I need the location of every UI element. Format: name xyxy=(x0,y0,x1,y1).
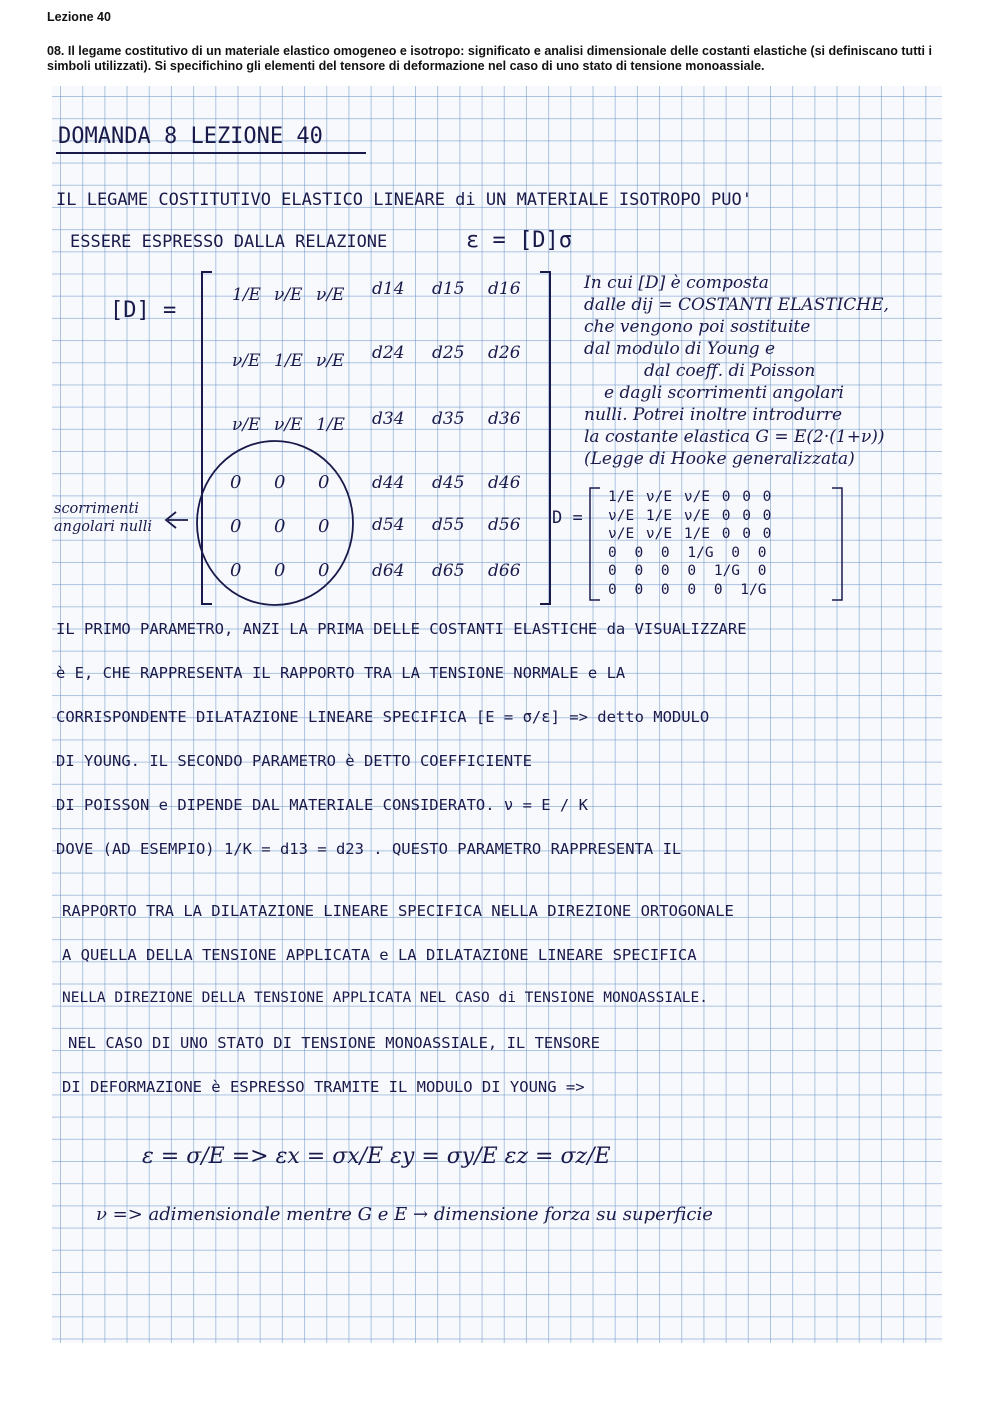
m53: 0 xyxy=(318,516,330,537)
right-note-line-4: dal modulo di Young e xyxy=(584,339,776,359)
m62: 0 xyxy=(274,560,286,581)
m34: d34 xyxy=(372,409,405,429)
right-note-block xyxy=(584,272,940,470)
m41: 0 xyxy=(230,472,242,493)
d-matrix-row-1: 1/E ν/E ν/E 0 0 0 xyxy=(608,489,772,505)
d-matrix-body xyxy=(608,488,834,599)
lesson-title: Lezione 40 xyxy=(47,10,111,24)
m15: d15 xyxy=(432,279,465,299)
right-note-line-7: nulli. Potrei inoltre introdurre xyxy=(584,405,843,425)
deformation-formulas: ε = σ/E => εx = σx/E εy = σy/E εz = σz/E xyxy=(142,1144,611,1169)
para2-line-2: A QUELLA DELLA TENSIONE APPLICATA e LA DILATAZIONE LINEARE SPECIFICA xyxy=(62,946,697,964)
para1-line-4: DI YOUNG. IL SECONDO PARAMETRO è DETTO COEFFICIENTE xyxy=(56,752,532,770)
notes-line-2: ESSERE ESPRESSO DALLA RELAZIONE xyxy=(70,232,388,252)
m21: ν/E xyxy=(232,351,261,371)
side-note-zero-shear: scorrimenti angolari nulli xyxy=(54,501,153,535)
m43: 0 xyxy=(318,472,330,493)
m23: ν/E xyxy=(316,351,345,371)
right-note-line-3: che vengono poi sostituite xyxy=(584,317,811,337)
m32: ν/E xyxy=(274,415,303,435)
m56: d56 xyxy=(488,515,521,535)
right-note-line-2: dalle dij = COSTANTI ELASTICHE, xyxy=(584,295,889,315)
m66: d66 xyxy=(488,561,521,581)
m11: 1/E xyxy=(232,285,261,305)
m24: d24 xyxy=(372,343,405,363)
m16: d16 xyxy=(488,279,521,299)
m36: d36 xyxy=(488,409,521,429)
m12: ν/E xyxy=(274,285,303,305)
para1-line-6: DOVE (AD ESEMPIO) 1/K = d13 = d23 . QUESTO PARAMETRO RAPPRESENTA IL xyxy=(56,840,682,858)
m13: ν/E xyxy=(316,285,345,305)
para1-line-2: è E, CHE RAPPRESENTA IL RAPPORTO TRA LA TENSIONE NORMALE e LA xyxy=(56,664,626,682)
m22: 1/E xyxy=(274,351,303,371)
matrix-label: [D] = xyxy=(110,298,177,323)
question-text: 08. Il legame costitutivo di un materiale elastico omogeneo e isotropo: significato e analisi dimensionale delle costanti elastiche (si definiscano tutti i simboli utilizzati). Si specifichino gli elementi del tensore di deformazione nel caso di uno stato di tensione monoassiale. xyxy=(47,44,932,73)
m63: 0 xyxy=(318,560,330,581)
para1-line-3: CORRISPONDENTE DILATAZIONE LINEARE SPECIFICA [E = σ/ε] => detto MODULO xyxy=(56,708,710,726)
para1-line-5: DI POISSON e DIPENDE DAL MATERIALE CONSIDERATO. ν = E / K xyxy=(56,796,588,814)
para2-line-5: DI DEFORMAZIONE è ESPRESSO TRAMITE IL MODULO DI YOUNG => xyxy=(62,1078,585,1096)
m46: d46 xyxy=(488,473,521,493)
m54: d54 xyxy=(372,515,405,535)
d-matrix-row-5: 0 0 0 0 1/G 0 xyxy=(608,563,767,579)
m26: d26 xyxy=(488,343,521,363)
m51: 0 xyxy=(230,516,242,537)
notes-line-1: IL LEGAME COSTITUTIVO ELASTICO LINEARE di UN MATERIALE ISOTROPO PUO' xyxy=(56,190,752,210)
d-matrix-row-3: ν/E ν/E 1/E 0 0 0 xyxy=(608,526,772,542)
m42: 0 xyxy=(274,472,286,493)
para2-line-4: NEL CASO DI UNO STATO DI TENSIONE MONOASSIALE, IL TENSORE xyxy=(68,1034,600,1052)
m64: d64 xyxy=(372,561,405,581)
m55: d55 xyxy=(432,515,465,535)
constitutive-relation: ε = [D]σ xyxy=(466,228,572,253)
right-note-line-6: e dagli scorrimenti angolari xyxy=(604,383,844,403)
m33: 1/E xyxy=(316,415,345,435)
m31: ν/E xyxy=(232,415,261,435)
d-matrix-row-6: 0 0 0 0 0 1/G xyxy=(608,581,767,598)
para2-line-3: NELLA DIREZIONE DELLA TENSIONE APPLICATA NEL CASO di TENSIONE MONOASSIALE. xyxy=(62,990,709,1006)
m45: d45 xyxy=(432,473,465,493)
final-line: ν => adimensionale mentre G e E → dimensione forza su superficie xyxy=(96,1204,713,1225)
m14: d14 xyxy=(372,279,405,299)
d-matrix-row-4: 0 0 0 1/G 0 0 xyxy=(608,544,767,561)
m35: d35 xyxy=(432,409,465,429)
right-note-line-8: la costante elastica G = E(2·(1+ν)) xyxy=(584,427,885,447)
para2-line-1: RAPPORTO TRA LA DILATAZIONE LINEARE SPECIFICA NELLA DIREZIONE ORTOGONALE xyxy=(62,902,734,920)
right-note-line-5: dal coeff. di Poisson xyxy=(644,361,816,381)
para1-line-1: IL PRIMO PARAMETRO, ANZI LA PRIMA DELLE COSTANTI ELASTICHE da VISUALIZZARE xyxy=(56,620,747,638)
m44: d44 xyxy=(372,473,405,493)
handwritten-notes-sheet xyxy=(52,86,942,1343)
d-matrix-row-2: ν/E 1/E ν/E 0 0 0 xyxy=(608,507,772,524)
notes-title: DOMANDA 8 LEZIONE 40 xyxy=(58,124,323,149)
m52: 0 xyxy=(274,516,286,537)
right-note-line-1: In cui [D] è composta xyxy=(584,273,769,293)
right-note-line-9: (Legge di Hooke generalizzata) xyxy=(584,449,855,469)
d-matrix-label: D = xyxy=(552,508,583,528)
m25: d25 xyxy=(432,343,465,363)
m61: 0 xyxy=(230,560,242,581)
m65: d65 xyxy=(432,561,465,581)
